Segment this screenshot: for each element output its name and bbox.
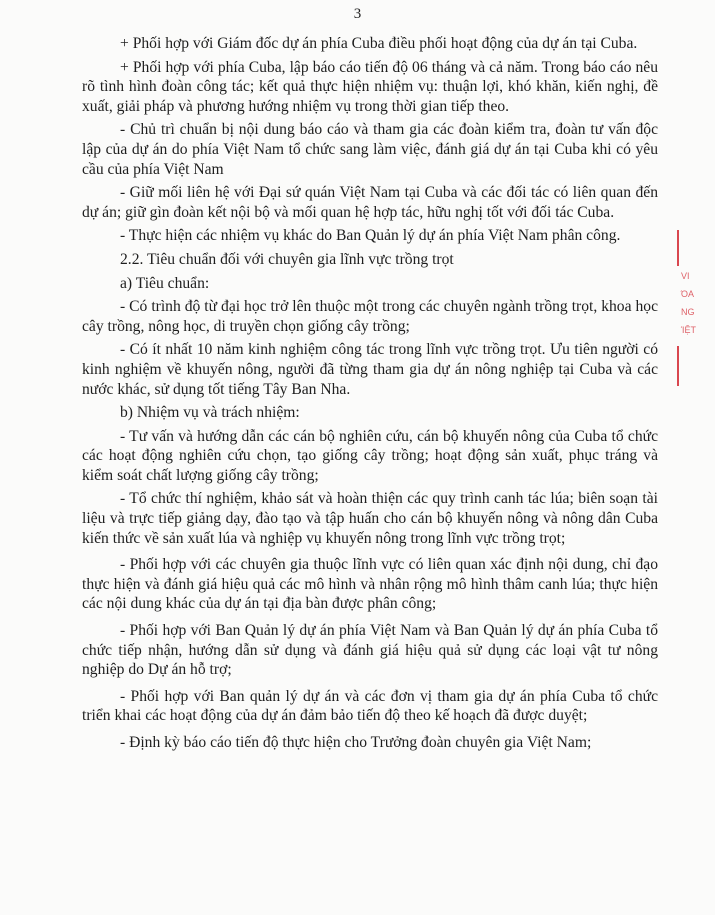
subsection-heading: b) Nhiệm vụ và trách nhiệm: — [120, 404, 300, 422]
paragraph: - Tổ chức thí nghiệm, khảo sát và hoàn thiện các quy trình canh tác lúa; biên soạn tài liệu và trực tiếp giảng dạy, đào tạo và tập huấn cho cán bộ khuyến nông và nông dân Cuba kiến thức về sản xuất lúa và nghiệp vụ khuyến nông trong lĩnh vực trồng trọt; — [82, 490, 658, 547]
stamp-text: ΊỆΤ — [681, 325, 696, 335]
stamp-border — [677, 346, 679, 386]
paragraph: - Phối hợp với Ban quản lý dự án và các đơn vị tham gia dự án phía Cuba tổ chức triển khai các hoạt động của dự án đảm bảo tiến độ theo kế hoạch đã được duyệt; — [82, 687, 658, 725]
paragraph: + Phối hợp với phía Cuba, lập báo cáo tiến độ 06 tháng và cả năm. Trong báo cáo nêu rõ tình hình đoàn công tác; kết quả thực hiện nhiệm vụ: thuận lợi, khó khăn, kiến nghị, đề xuất, giải pháp và phương hướng nhiệm vụ trong thời gian tiếp theo. — [82, 58, 658, 115]
paragraph: - Có trình độ từ đại học trở lên thuộc một trong các chuyên ngành trồng trọt, khoa học cây trồng, nông học, di truyền chọn giống cây trồng; — [82, 298, 658, 335]
paragraph: - Chủ trì chuẩn bị nội dung báo cáo và tham gia các đoàn kiểm tra, đoàn tư vấn độc lập của dự án do phía Việt Nam tổ chức sang làm việc, đánh giá dự án tại Cuba khi có yêu cầu của phía Việt Nam — [82, 121, 658, 178]
paragraph: - Giữ mối liên hệ với Đại sứ quán Việt Nam tại Cuba và các đối tác có liên quan đến dự án; giữ gìn đoàn kết nội bộ và mối quan hệ hợp tác, hữu nghị tốt với đối tác Cuba. — [82, 184, 658, 221]
section-heading: 2.2. Tiêu chuẩn đối với chuyên gia lĩnh vực trồng trọt — [120, 250, 454, 268]
subsection-heading: a) Tiêu chuẩn: — [120, 274, 210, 292]
paragraph: - Tư vấn và hướng dẫn các cán bộ nghiên cứu, cán bộ khuyến nông của Cuba tổ chức các hoạt động nghiên cứu chọn, tạo giống cây trồng; hoạt động sản xuất, phục tráng và kiểm soát chất lượng giống cây trồng; — [82, 427, 658, 484]
paragraph: - Định kỳ báo cáo tiến độ thực hiện cho Trưởng đoàn chuyên gia Việt Nam; — [120, 734, 592, 751]
stamp-fragment — [677, 228, 707, 388]
paragraph: - Phối hợp với các chuyên gia thuộc lĩnh vực có liên quan xác định nội dung, chỉ đạo thực hiện và đánh giá hiệu quả các mô hình và nhân rộng mô hình thâm canh lúa; thực hiện các nội dung khác của dự án tại địa bàn được phân công; — [82, 556, 658, 613]
stamp-border — [677, 230, 679, 266]
paragraph: - Có ít nhất 10 năm kinh nghiệm công tác trong lĩnh vực trồng trọt. Ưu tiên người có kinh nghiệm về khuyến nông, người đã từng tham gia dự án nông nghiệp tại Cuba và các nước khác, sử dụng tốt tiếng Tây Ban Nha. — [82, 341, 658, 398]
page-number: 3 — [353, 6, 362, 22]
paragraph: - Thực hiện các nhiệm vụ khác do Ban Quản lý dự án phía Việt Nam phân công. — [120, 227, 621, 245]
stamp-text: ΌΑ — [681, 289, 694, 299]
paragraph: + Phối hợp với Giám đốc dự án phía Cuba điều phối hoạt động của dự án tại Cuba. — [120, 35, 638, 52]
stamp-text: VI — [681, 271, 690, 281]
paragraph: - Phối hợp với Ban Quản lý dự án phía Việt Nam và Ban Quản lý dự án phía Cuba tổ chức tiếp nhận, hướng dẫn sử dụng và đánh giá hiệu quả sử dụng các loại vật tư nông nghiệp do Dự án hỗ trợ; — [82, 622, 658, 679]
stamp-text: NG — [681, 307, 695, 317]
document-body — [82, 34, 658, 753]
